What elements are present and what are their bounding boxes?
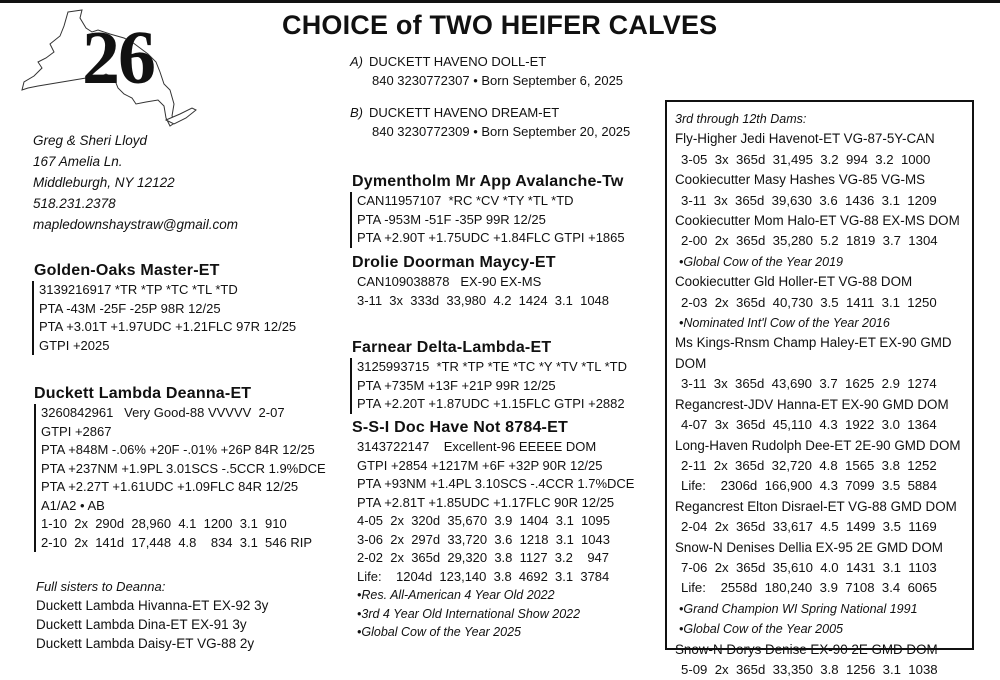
dam-entry-name: Snow-N Denises Dellia EX-95 2E GMD DOM xyxy=(675,539,943,555)
mgs-line: 3125993715 *TR *TP *TE *TC *Y *TV *TL *TD xyxy=(357,359,627,374)
dam-entry-name: Snow-N Dorys Denise EX-90 2E GMD DOM xyxy=(675,641,938,657)
dam-entry-note: •Global Cow of the Year 2019 xyxy=(679,254,843,269)
choice-b-details: 840 3230772309 • Born September 20, 2025 xyxy=(372,124,631,139)
dam-line: A1/A2 • AB xyxy=(41,497,105,513)
mgs-line: PTA +735M +13F +21P 99R 12/25 xyxy=(357,377,556,393)
dam-entry-record: 3-05 3x 365d 31,495 3.2 994 3.2 1000 xyxy=(681,151,931,167)
granddam-note: •Res. All-American 4 Year Old 2022 xyxy=(357,588,555,602)
sire-of-choices-block xyxy=(350,172,625,248)
sister-item: Duckett Lambda Hivanna-ET EX-92 3y xyxy=(36,598,269,613)
sire-line: 3139216917 *TR *TP *TC *TL *TD xyxy=(39,282,238,297)
dam-line: PTA +237NM +1.9PL 3.01SCS -.5CCR 1.9%DCE xyxy=(41,460,326,476)
maternal-dam-record: 3-11 3x 333d 33,980 4.2 1424 3.1 1048 xyxy=(357,292,610,308)
consignor-phone: 518.231.2378 xyxy=(33,196,116,211)
dam-entry-record: 3-11 3x 365d 43,690 3.7 1625 2.9 1274 xyxy=(681,376,937,392)
sire-of-choices-line: CAN11957107 *RC *CV *TY *TL *TD xyxy=(357,193,574,208)
sister-item: Duckett Lambda Dina-ET EX-91 3y xyxy=(36,617,247,632)
full-sisters-caption: Full sisters to Deanna: xyxy=(36,579,166,594)
sire-of-choices-line: PTA +2.90T +1.75UDC +1.84FLC GTPI +1865 xyxy=(357,230,625,245)
consignor-city: Middleburgh, NY 12122 xyxy=(33,175,175,190)
dam-line: PTA +848M -.06% +20F -.01% +26P 84R 12/25 xyxy=(41,442,315,457)
mgs-name: Farnear Delta-Lambda-ET xyxy=(352,339,552,356)
dam-entry-note: •Nominated Int'l Cow of the Year 2016 xyxy=(679,316,890,331)
dam-name: Duckett Lambda Deanna-ET xyxy=(34,385,252,402)
mgs-block xyxy=(350,338,627,414)
dam-line: 3260842961 Very Good-88 VVVVV 2-07 xyxy=(41,405,285,420)
dam-entry-record: 3-11 3x 365d 39,630 3.6 1436 3.1 1209 xyxy=(681,192,937,208)
granddam-name: S-S-I Doc Have Not 8784-ET xyxy=(352,419,568,436)
page-title: CHOICE of TWO HEIFER CALVES xyxy=(282,10,718,40)
granddam-record: Life: 1204d 123,140 3.8 4692 3.1 3784 xyxy=(357,568,610,584)
sire-name: Golden-Oaks Master-ET xyxy=(34,262,220,279)
granddam-line: PTA +2.81T +1.85UDC +1.17FLC 90R 12/25 xyxy=(357,494,615,510)
dam-entry-name: Ms Kings-Rnsm Champ Haley-ET EX-90 GMD DOM xyxy=(675,335,952,371)
dam-entry-name: Cookiecutter Gld Holler-ET VG-88 DOM xyxy=(675,274,913,290)
choice-a xyxy=(350,53,623,91)
granddam-line: 3143722147 Excellent-96 EEEEE DOM xyxy=(357,439,597,454)
sire-line: PTA -43M -25F -25P 98R 12/25 xyxy=(39,300,221,316)
dam-line: PTA +2.27T +1.61UDC +1.09FLC 84R 12/25 xyxy=(41,479,299,494)
consignor-address: 167 Amelia Ln. xyxy=(33,154,123,169)
dam-entry-record: 5-09 2x 365d 33,350 3.8 1256 3.1 1038 xyxy=(681,661,938,677)
choice-a-details: 840 3230772307 • Born September 6, 2025 xyxy=(372,73,624,88)
granddam-block xyxy=(352,418,634,642)
maternal-dam-line: CAN109038878 EX-90 EX-MS xyxy=(357,274,542,289)
choice-a-name: DUCKETT HAVENO DOLL-ET xyxy=(369,54,547,69)
dam-entry-record: 2-04 2x 365d 33,617 4.5 1499 3.5 1169 xyxy=(681,519,937,535)
dam-record: 2-10 2x 141d 17,448 4.8 834 3.1 546 RIP xyxy=(41,534,313,550)
dam-record: 1-10 2x 290d 28,960 4.1 1200 3.1 910 xyxy=(41,516,287,531)
dam-entry-record: 7-06 2x 365d 35,610 4.0 1431 3.1 1103 xyxy=(681,559,937,575)
dam-entry-name: Long-Haven Rudolph Dee-ET 2E-90 GMD DOM xyxy=(675,437,961,453)
full-sisters xyxy=(36,577,268,653)
sire-of-choices-line: PTA -953M -51F -35P 99R 12/25 xyxy=(357,211,546,227)
granddam-note: •3rd 4 Year Old International Show 2022 xyxy=(357,606,581,621)
choice-a-letter: A) xyxy=(350,54,363,69)
sire-line: GTPI +2025 xyxy=(39,337,110,353)
maternal-dam-name: Drolie Doorman Maycy-ET xyxy=(352,254,556,271)
dam-entry-record: 2-11 2x 365d 32,720 4.8 1565 3.8 1252 xyxy=(681,457,937,473)
dam-block xyxy=(34,384,326,552)
dam-entry-name: Cookiecutter Masy Hashes VG-85 VG-MS xyxy=(675,172,926,188)
maternal-dam-block xyxy=(352,253,609,310)
mgs-line: PTA +2.20T +1.87UDC +1.15FLC GTPI +2882 xyxy=(357,396,625,411)
dams-box xyxy=(665,100,974,677)
granddam-record: 2-02 2x 365d 29,320 3.8 1127 3.2 947 xyxy=(357,550,610,565)
dam-entry-name: Fly-Higher Jedi Havenot-ET VG-87-5Y-CAN xyxy=(675,131,935,147)
granddam-record: 3-06 2x 297d 33,720 3.6 1218 3.1 1043 xyxy=(357,531,610,547)
dam-entry-record: Life: 2558d 180,240 3.9 7108 3.4 6065 xyxy=(681,580,937,596)
dam-entry-name: Regancrest Elton Disrael-ET VG-88 GMD DOM xyxy=(675,498,957,514)
lot-number: 26 xyxy=(82,16,154,100)
granddam-note: •Global Cow of the Year 2025 xyxy=(357,625,521,639)
dam-entry-note: •Grand Champion WI Spring National 1991 xyxy=(679,601,918,616)
dams-box-caption: 3rd through 12th Dams: xyxy=(675,112,807,126)
sire-of-choices-name: Dymentholm Mr App Avalanche-Tw xyxy=(352,173,624,190)
choice-b xyxy=(350,104,630,142)
dam-entry-record: 4-07 3x 365d 45,110 4.3 1922 3.0 1364 xyxy=(681,417,937,433)
dam-entry-record: 2-03 2x 365d 40,730 3.5 1411 3.1 1250 xyxy=(681,294,937,310)
dam-entry-note: •Global Cow of the Year 2005 xyxy=(679,622,843,637)
sire-line: PTA +3.01T +1.97UDC +1.21FLC 97R 12/25 xyxy=(39,319,297,334)
dam-entry-record: 2-00 2x 365d 35,280 5.2 1819 3.7 1304 xyxy=(681,233,938,249)
granddam-line: GTPI +2854 +1217M +6F +32P 90R 12/25 xyxy=(357,457,603,473)
dam-entry-name: Regancrest-JDV Hanna-ET EX-90 GMD DOM xyxy=(675,396,949,412)
choice-b-name: DUCKETT HAVENO DREAM-ET xyxy=(369,105,560,120)
dam-line: GTPI +2867 xyxy=(41,423,112,439)
sire-block xyxy=(34,261,296,355)
granddam-record: 4-05 2x 320d 35,670 3.9 1404 3.1 1095 xyxy=(357,513,610,528)
dam-entry-record: Life: 2306d 166,900 4.3 7099 3.5 5884 xyxy=(681,478,937,494)
dam-entry-name: Cookiecutter Mom Halo-ET VG-88 EX-MS DOM xyxy=(675,213,960,229)
choice-b-letter: B) xyxy=(350,105,363,120)
top-rule xyxy=(0,0,1000,3)
consignor-email: mapledownshaystraw@gmail.com xyxy=(33,217,239,232)
consignor-contact xyxy=(33,130,238,235)
granddam-line: PTA +93NM +1.4PL 3.10SCS -.4CCR 1.7%DCE xyxy=(357,476,635,491)
consignor-names: Greg & Sheri Lloyd xyxy=(33,133,148,148)
sister-item: Duckett Lambda Daisy-ET VG-88 2y xyxy=(36,636,255,651)
